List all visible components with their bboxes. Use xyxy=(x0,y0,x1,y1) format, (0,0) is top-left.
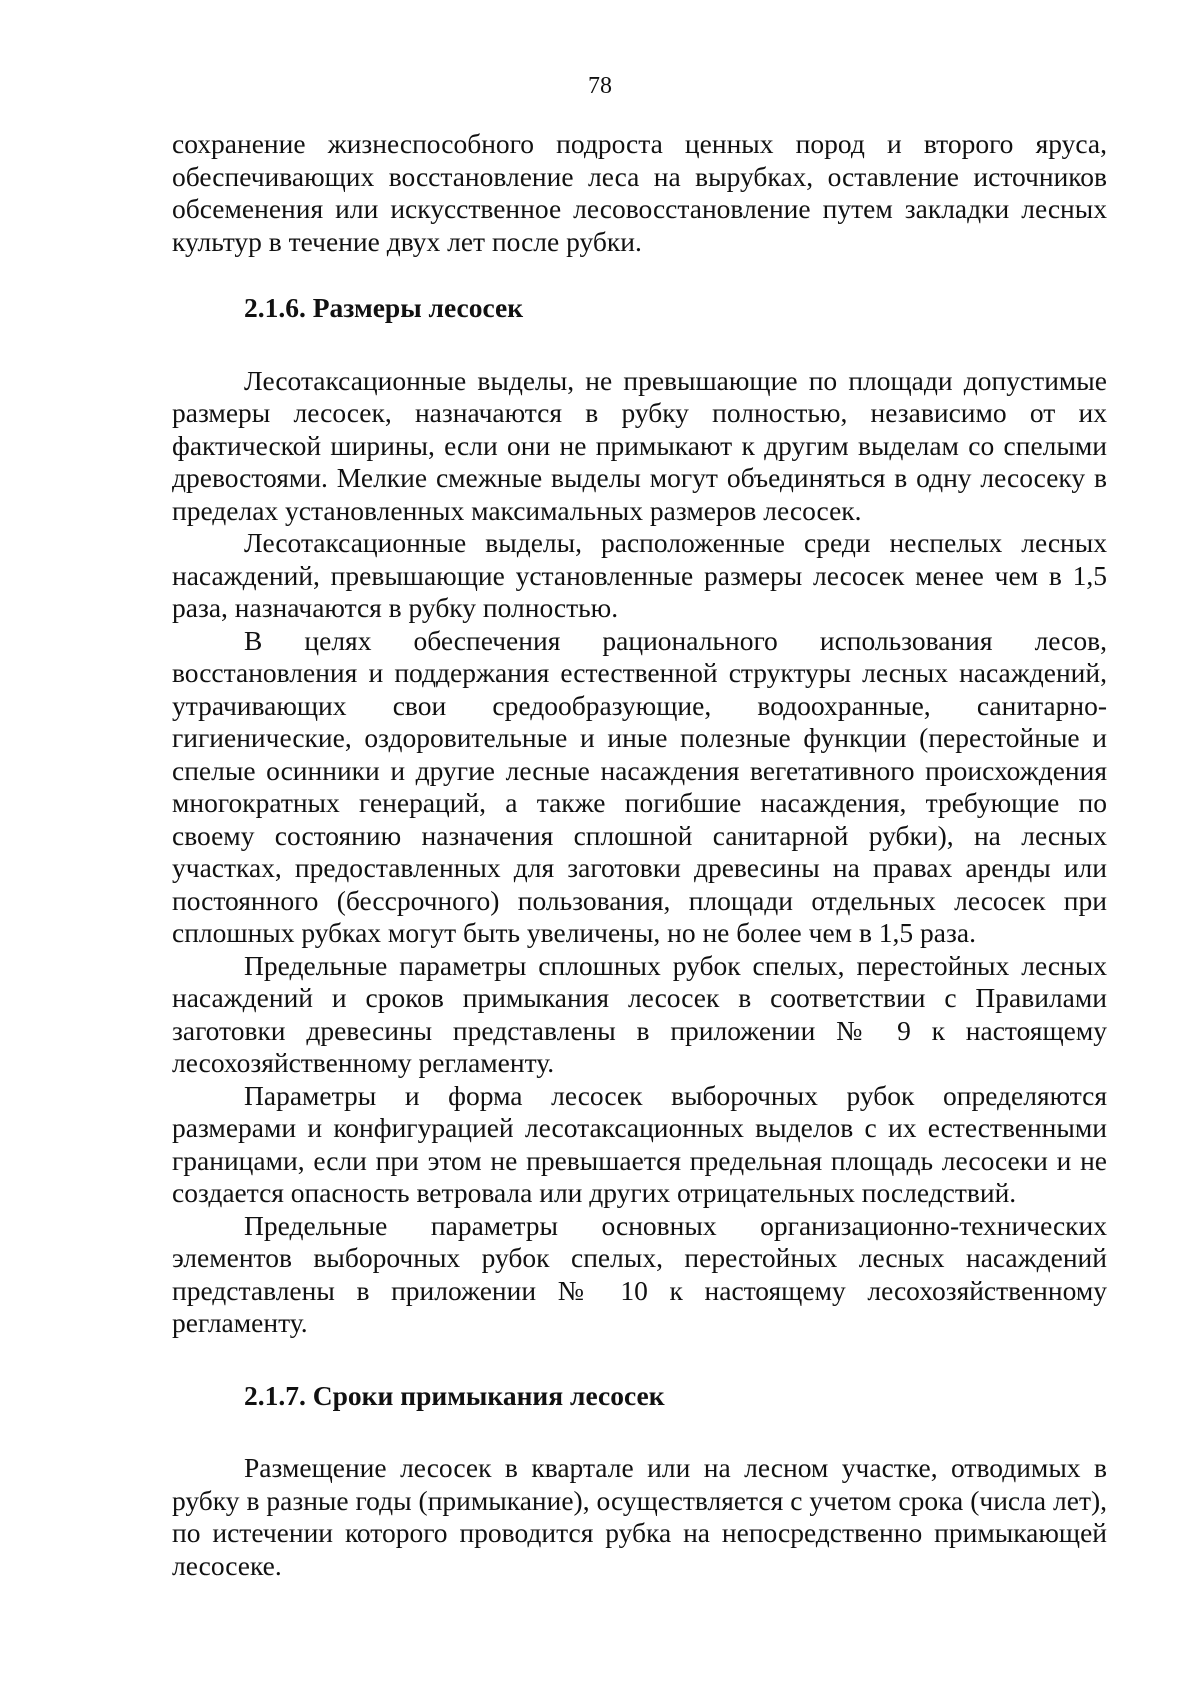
paragraph: Лесотаксационные выделы, не превышающие по площади допустимые размеры лесосек, назначаются в рубку полностью, независимо от их фактической ширины, если они не примыкают к другим выделам со спелыми древостоями. Мелкие смежные выделы могут объединяться в одну лесосеку в пределах установленных максимальных размеров лесосек. xyxy=(172,364,1107,526)
paragraph: Размещение лесосек в квартале или на лесном участке, отводимых в рубку в разные годы (примыкание), осуществляется с учетом срока (числа лет), по истечении которого проводится рубка на непосредственно примыкающей лесосеке. xyxy=(172,1452,1107,1581)
paragraph: Параметры и форма лесосек выборочных рубок определяются размерами и конфигурацией лесотаксационных выделов с их естественными границами, если при этом не превышается предельная площадь лесосеки и не создается опасность ветровала или других отрицательных последствий. xyxy=(172,1079,1107,1208)
page-number: 78 xyxy=(588,73,612,99)
section-2-1-7 xyxy=(172,1380,1107,1583)
paragraph: Предельные параметры основных организационно-технических элементов выборочных рубок спелых, перестойных лесных насаждений представлены в приложении № 10 к настоящему лесохозяйственному регламенту. xyxy=(172,1209,1107,1338)
section-body xyxy=(172,1452,1107,1582)
paragraph: Предельные параметры сплошных рубок спелых, перестойных лесных насаждений и сроков примыкания лесосек в соответствии с Правилами заготовки древесины представлены в приложении № 9 к настоящему лесохозяйственному регламенту. xyxy=(172,949,1107,1078)
section-heading: 2.1.7. Сроки примыкания лесосек xyxy=(244,1379,665,1411)
section-body xyxy=(172,365,1107,1340)
section-heading: 2.1.6. Размеры лесосек xyxy=(244,292,524,323)
page-content xyxy=(172,128,1107,1582)
section-2-1-6 xyxy=(172,292,1107,1340)
paragraph: В целях обеспечения рационального использования лесов, восстановления и поддержания естественной структуры лесных насаждений, утрачивающих свои средообразующие, водоохранные, санитарно-гигиенические, оздоровительные и иные полезные функции (перестойные и спелые осинники и другие лесные насаждения вегетативного происхождения многократных генераций, а также погибшие насаждения, требующие по своему состоянию назначения сплошной санитарной рубки), на лесных участках, предоставленных для заготовки древесины на правах аренды или постоянного (бессрочного) пользования, площади отдельных лесосек при сплошных рубках могут быть увеличены, но не более чем в 1,5 раза. xyxy=(172,624,1107,948)
intro-paragraph: сохранение жизнеспособного подроста ценных пород и второго яруса, обеспечивающих восстановление леса на вырубках, оставление источников обсеменения или искусственное лесовосстановление путем закладки лесных культур в течение двух лет после рубки. xyxy=(172,128,1107,257)
paragraph: Лесотаксационные выделы, расположенные среди неспелых лесных насаждений, превышающие установленные размеры лесосек менее чем в 1,5 раза, назначаются в рубку полностью. xyxy=(172,527,1107,623)
